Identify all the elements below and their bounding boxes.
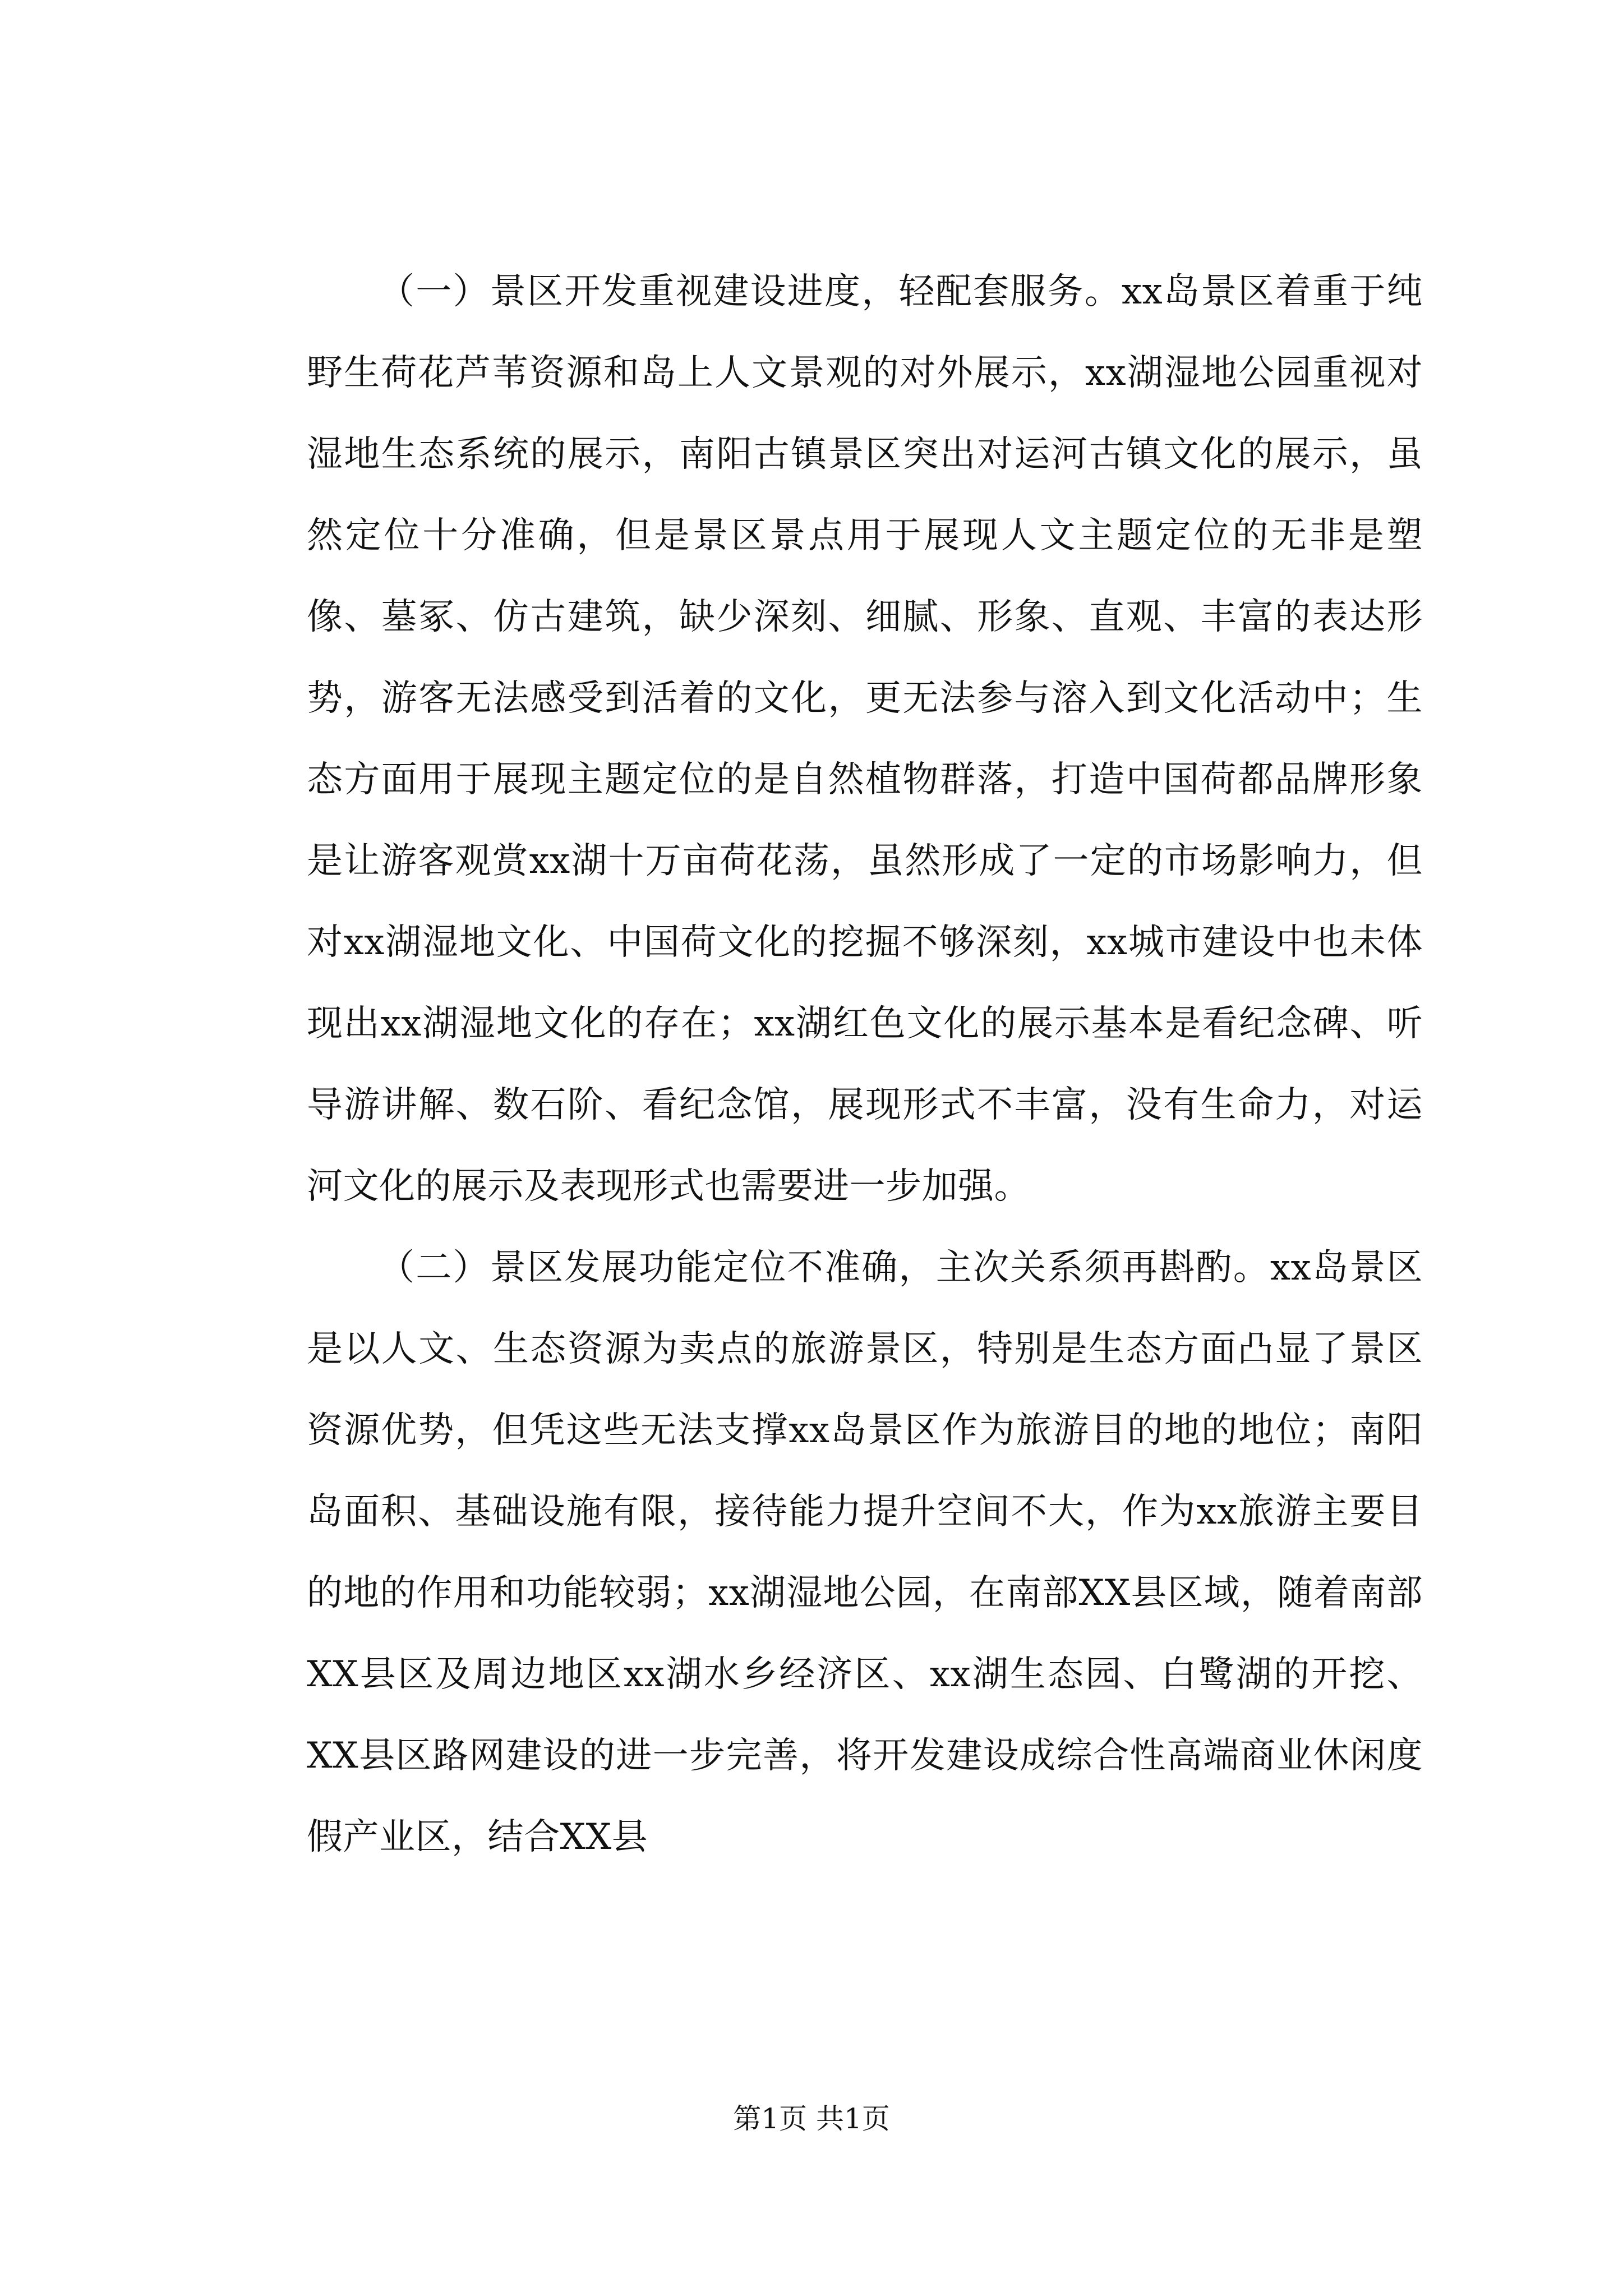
page-footer: 第1页 共1页 xyxy=(733,2102,890,2135)
paragraph-function-positioning: （二）景区发展功能定位不准确，主次关系须再斟酌。xx岛景区是以人文、生态资源为卖点的旅游景区，特别是生态方面凸显了景区资源优势，但凭这些无法支撑xx岛景区作为旅游目的地的地位；南阳岛面积、基础设施有限，接待能力提升空间不大，作为xx旅游主要目的地的作用和功能较弱；xx湖湿地公园，在南部XX县区域，随着南部XX县区及周边地区xx湖水乡经济区、xx湖生态园、白鹭湖的开挖、XX县区路网建设的进一步完善，将开发建设成综合性高端商业休闲度假产业区，结合XX县 xyxy=(307,1247,1423,1858)
paragraph-scenic-development: （一）景区开发重视建设进度，轻配套服务。xx岛景区着重于纯野生荷花芦苇资源和岛上人文景观的对外展示，xx湖湿地公园重视对湿地生态系统的展示，南阳古镇景区突出对运河古镇文化的展示，虽然定位十分准确，但是景区景点用于展现人文主题定位的无非是塑像、墓冢、仿古建筑，缺少深刻、细腻、形象、直观、丰富的表达形势，游客无法感受到活着的文化，更无法参与溶入到文化活动中；生态方面用于展现主题定位的是自然植物群落，打造中国荷都品牌形象是让游客观赏xx湖十万亩荷花荡，虽然形成了一定的市场影响力，但对xx湖湿地文化、中国荷文化的挖掘不够深刻，xx城市建设中也未体现出xx湖湿地文化的存在；xx湖红色文化的展示基本是看纪念碑、听导游讲解、数石阶、看纪念馆，展现形式不丰富，没有生命力，对运河文化的展示及表现形式也需要进一步加强。 xyxy=(307,271,1423,1207)
document-body xyxy=(307,251,1423,1878)
